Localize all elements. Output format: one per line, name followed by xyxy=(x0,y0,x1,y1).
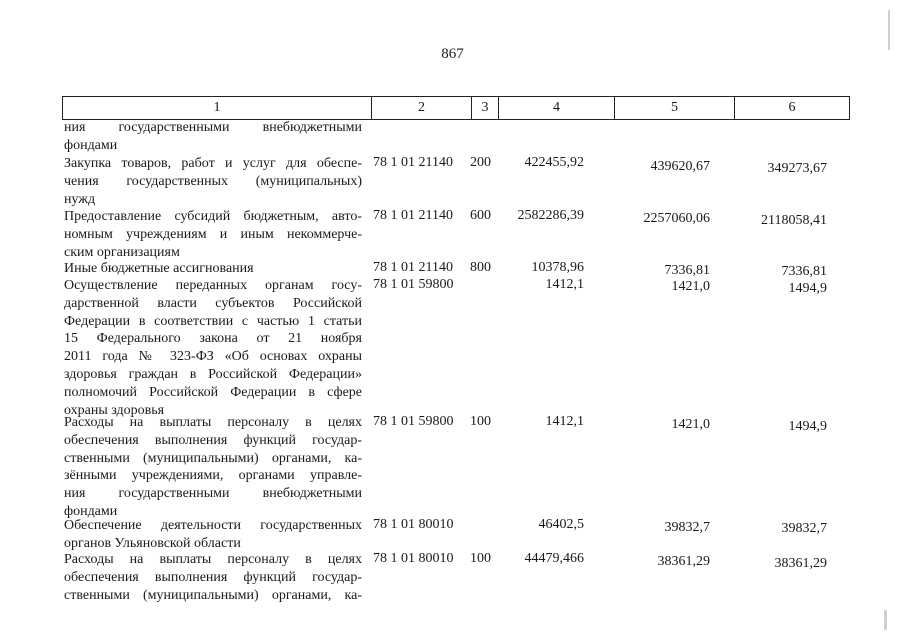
description-line: Федерации в соответствии с частью 1 статьи xyxy=(64,313,362,329)
target-article-code: 78 1 01 59800 xyxy=(373,277,454,292)
amount-year-3: 39832,7 xyxy=(781,521,827,536)
description-line: фондами xyxy=(64,137,118,153)
description-line: Закупка товаров, работ и услуг для обеспе- xyxy=(64,156,362,171)
description-line: Иные бюджетные ассигнования xyxy=(64,261,254,276)
row-description xyxy=(64,155,362,208)
row-description xyxy=(64,208,362,261)
amount-year-3: 38361,29 xyxy=(774,556,827,571)
row-description xyxy=(64,277,362,419)
amount-year-2: 1421,0 xyxy=(671,417,710,432)
description-line: Расходы на выплаты персоналу в целях xyxy=(64,552,362,567)
expense-type-code: 100 xyxy=(470,414,491,429)
amount-year-1: 1412,1 xyxy=(545,414,584,429)
header-col-6: 6 xyxy=(734,97,849,119)
description-line: чения государственных (муниципальных) xyxy=(64,173,362,189)
header-col-1: 1 xyxy=(213,100,221,115)
amount-year-3: 1494,9 xyxy=(788,419,827,434)
scan-artifact xyxy=(884,610,887,630)
amount-year-1: 422455,92 xyxy=(524,155,584,170)
target-article-code: 78 1 01 21140 xyxy=(373,260,453,275)
amount-year-2: 38361,29 xyxy=(657,554,710,569)
description-line: ния государственными внебюджетными xyxy=(64,486,362,502)
target-article-code: 78 1 01 59800 xyxy=(373,414,454,429)
amount-year-3: 1494,9 xyxy=(788,281,827,296)
amount-year-1: 10378,96 xyxy=(531,260,584,275)
target-article-code: 78 1 01 80010 xyxy=(373,551,454,566)
row-description xyxy=(64,517,362,553)
expense-type-code: 200 xyxy=(470,155,491,170)
description-line: фондами xyxy=(64,503,118,519)
amount-year-1: 44479,466 xyxy=(524,551,584,566)
amount-year-3: 349273,67 xyxy=(767,161,827,176)
target-article-code: 78 1 01 21140 xyxy=(373,208,453,223)
description-line: зёнными учреждениями, органами управле- xyxy=(64,468,362,484)
description-line: 15 Федерального закона от 21 ноября xyxy=(64,331,362,347)
description-line: охраны здоровья xyxy=(64,402,165,418)
row-description xyxy=(64,260,362,278)
description-line: здоровья граждан в Российской Федерации» xyxy=(64,366,362,382)
description-line: органов Ульяновской области xyxy=(64,535,241,551)
header-col-2: 2 xyxy=(371,97,471,119)
target-article-code: 78 1 01 21140 xyxy=(373,155,453,170)
expense-type-code: 600 xyxy=(470,208,491,223)
description-line: обеспечения выполнения функций государ- xyxy=(64,569,362,585)
description-line: полномочий Российской Федерации в сфере xyxy=(64,384,362,400)
description-line: Осуществление переданных органам госу- xyxy=(64,278,362,293)
amount-year-2: 439620,67 xyxy=(650,159,710,174)
description-line: ния государственными внебюджетными xyxy=(64,120,362,135)
description-line: ственными (муниципальными) органами, ка- xyxy=(64,587,362,603)
amount-year-3: 7336,81 xyxy=(781,264,827,279)
expense-type-code: 100 xyxy=(470,551,491,566)
description-line: Предоставление субсидий бюджетным, авто- xyxy=(64,209,362,224)
row-description xyxy=(64,551,362,604)
header-col-4: 4 xyxy=(498,97,614,119)
scan-artifact xyxy=(888,10,890,50)
amount-year-1: 2582286,39 xyxy=(517,208,584,223)
description-line: дарственной власти субъектов Российской xyxy=(64,295,362,311)
amount-year-2: 1421,0 xyxy=(671,279,710,294)
amount-year-1: 1412,1 xyxy=(545,277,584,292)
page-number: 867 xyxy=(441,46,464,62)
amount-year-2: 7336,81 xyxy=(664,263,710,278)
amount-year-2: 39832,7 xyxy=(664,520,710,535)
description-line: номным учреждениям и иным некоммерче- xyxy=(64,226,362,242)
amount-year-1: 46402,5 xyxy=(538,517,584,532)
table-header xyxy=(62,96,850,120)
amount-year-2: 2257060,06 xyxy=(643,211,710,226)
expense-type-code: 800 xyxy=(470,260,491,275)
target-article-code: 78 1 01 80010 xyxy=(373,517,454,532)
description-line: нужд xyxy=(64,191,96,207)
description-line: ственными (муниципальными) органами, ка- xyxy=(64,450,362,466)
description-line: обеспечения выполнения функций государ- xyxy=(64,432,362,448)
row-description xyxy=(64,414,362,521)
header-col-5: 5 xyxy=(614,97,734,119)
description-line: Расходы на выплаты персоналу в целях xyxy=(64,415,362,430)
description-line: ским организациям xyxy=(64,244,180,260)
header-col-3: 3 xyxy=(471,97,498,119)
row-description xyxy=(64,119,362,155)
description-line: 2011 года № 323-ФЗ «Об основах охраны xyxy=(64,349,362,365)
description-line: Обеспечение деятельности государственных xyxy=(64,518,362,533)
amount-year-3: 2118058,41 xyxy=(761,213,827,228)
